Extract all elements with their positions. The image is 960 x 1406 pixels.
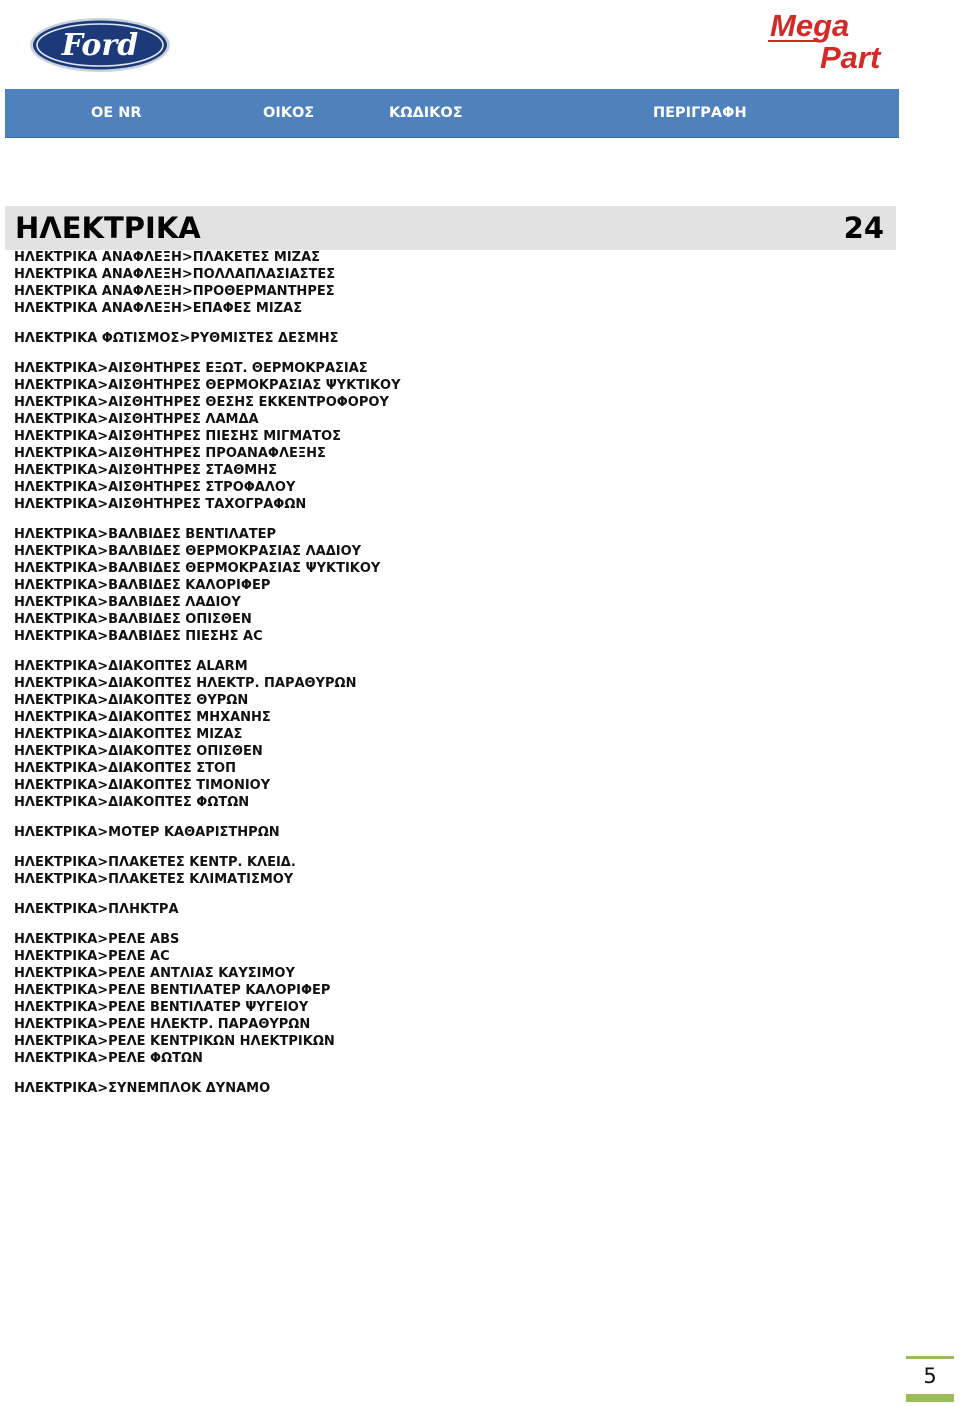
list-item: ΗΛΕΚΤΡΙΚΑ>ΑΙΣΘΗΤΗΡΕΣ ΘΕΣΗΣ ΕΚΚΕΝΤΡΟΦΟΡΟΥ bbox=[14, 395, 389, 410]
megapart-logo bbox=[766, 6, 890, 74]
list-item: ΗΛΕΚΤΡΙΚΑ>ΔΙΑΚΟΠΤΕΣ ΟΠΙΣΘΕΝ bbox=[14, 744, 263, 759]
list-item: ΗΛΕΚΤΡΙΚΑ>ΑΙΣΘΗΤΗΡΕΣ ΠΡΟΑΝΑΦΛΕΞΗΣ bbox=[14, 446, 326, 461]
list-item: ΗΛΕΚΤΡΙΚΑ>ΑΙΣΘΗΤΗΡΕΣ ΠΙΕΣΗΣ ΜΙΓΜΑΤΟΣ bbox=[14, 429, 342, 444]
list-item: ΗΛΕΚΤΡΙΚΑ>ΒΑΛΒΙΔΕΣ ΚΑΛΟΡΙΦΕΡ bbox=[14, 578, 271, 593]
section-header bbox=[5, 206, 896, 250]
list-item: ΗΛΕΚΤΡΙΚΑ>ΡΕΛΕ ΦΩΤΩΝ bbox=[14, 1051, 203, 1066]
list-item: ΗΛΕΚΤΡΙΚΑ>ΔΙΑΚΟΠΤΕΣ ΤΙΜΟΝΙΟΥ bbox=[14, 778, 271, 793]
list-item: ΗΛΕΚΤΡΙΚΑ>ΑΙΣΘΗΤΗΡΕΣ ΘΕΡΜΟΚΡΑΣΙΑΣ ΨΥΚΤΙΚΟΥ bbox=[14, 378, 401, 393]
list-item: ΗΛΕΚΤΡΙΚΑ>ΡΕΛΕ ΚΕΝΤΡΙΚΩΝ ΗΛΕΚΤΡΙΚΩΝ bbox=[14, 1034, 335, 1049]
list-item: ΗΛΕΚΤΡΙΚΑ>ΠΛΗΚΤΡΑ bbox=[14, 902, 179, 917]
list-item: ΗΛΕΚΤΡΙΚΑ>ΡΕΛΕ ΒΕΝΤΙΛΑΤΕΡ ΚΑΛΟΡΙΦΕΡ bbox=[14, 983, 331, 998]
list-item: ΗΛΕΚΤΡΙΚΑ>ΑΙΣΘΗΤΗΡΕΣ ΣΤΡΟΦΑΛΟΥ bbox=[14, 480, 296, 495]
header-family: ΟΙΚΟΣ bbox=[263, 105, 315, 121]
list-item: ΗΛΕΚΤΡΙΚΑ>ΔΙΑΚΟΠΤΕΣ ΜΙΖΑΣ bbox=[14, 727, 243, 742]
list-item: ΗΛΕΚΤΡΙΚΑ>ΒΑΛΒΙΔΕΣ ΘΕΡΜΟΚΡΑΣΙΑΣ ΛΑΔΙΟΥ bbox=[14, 544, 362, 559]
list-item: ΗΛΕΚΤΡΙΚΑ>ΒΑΛΒΙΔΕΣ ΒΕΝΤΙΛΑΤΕΡ bbox=[14, 527, 277, 542]
list-item: ΗΛΕΚΤΡΙΚΑ>ΒΑΛΒΙΔΕΣ ΛΑΔΙΟΥ bbox=[14, 595, 241, 610]
megapart-logo-line2: Part bbox=[820, 40, 881, 74]
list-item: ΗΛΕΚΤΡΙΚΑ>ΔΙΑΚΟΠΤΕΣ ΜΗΧΑΝΗΣ bbox=[14, 710, 271, 725]
list-item: ΗΛΕΚΤΡΙΚΑ>ΒΑΛΒΙΔΕΣ ΟΠΙΣΘΕΝ bbox=[14, 612, 252, 627]
list-item: ΗΛΕΚΤΡΙΚΑ ΑΝΑΦΛΕΞΗ>ΠΛΑΚΕΤΕΣ ΜΙΖΑΣ bbox=[14, 250, 321, 265]
page-number-rule-bottom bbox=[906, 1394, 954, 1402]
list-item: ΗΛΕΚΤΡΙΚΑ ΑΝΑΦΛΕΞΗ>ΠΡΟΘΕΡΜΑΝΤΗΡΕΣ bbox=[14, 284, 335, 299]
list-item: ΗΛΕΚΤΡΙΚΑ>ΡΕΛΕ AC bbox=[14, 949, 170, 964]
list-item: ΗΛΕΚΤΡΙΚΑ>ΔΙΑΚΟΠΤΕΣ ΣΤΟΠ bbox=[14, 761, 236, 776]
megapart-logo-line1: Mega bbox=[770, 8, 850, 43]
list-item: ΗΛΕΚΤΡΙΚΑ>ΑΙΣΘΗΤΗΡΕΣ ΛΑΜΔΑ bbox=[14, 412, 259, 427]
list-item: ΗΛΕΚΤΡΙΚΑ>ΑΙΣΘΗΤΗΡΕΣ ΣΤΑΘΜΗΣ bbox=[14, 463, 277, 478]
list-item: ΗΛΕΚΤΡΙΚΑ>ΔΙΑΚΟΠΤΕΣ ΗΛΕΚΤΡ. ΠΑΡΑΘΥΡΩΝ bbox=[14, 676, 357, 691]
ford-logo-text: Ford bbox=[61, 28, 139, 63]
list-item: ΗΛΕΚΤΡΙΚΑ>ΔΙΑΚΟΠΤΕΣ ΘΥΡΩΝ bbox=[14, 693, 249, 708]
list-item: ΗΛΕΚΤΡΙΚΑ>ΜΟΤΕΡ ΚΑΘΑΡΙΣΤΗΡΩΝ bbox=[14, 825, 280, 840]
header-description: ΠΕΡΙΓΡΑΦΗ bbox=[653, 105, 747, 121]
list-item: ΗΛΕΚΤΡΙΚΑ ΑΝΑΦΛΕΞΗ>ΠΟΛΛΑΠΛΑΣΙΑΣΤΕΣ bbox=[14, 267, 336, 282]
table-header bbox=[5, 89, 899, 138]
list-item: ΗΛΕΚΤΡΙΚΑ>ΣΥΝΕΜΠΛΟΚ ΔΥΝΑΜΟ bbox=[14, 1081, 271, 1096]
list-item: ΗΛΕΚΤΡΙΚΑ>ΡΕΛΕ ΒΕΝΤΙΛΑΤΕΡ ΨΥΓΕΙΟΥ bbox=[14, 1000, 309, 1015]
list-item: ΗΛΕΚΤΡΙΚΑ>ΑΙΣΘΗΤΗΡΕΣ ΤΑΧΟΓΡΑΦΩΝ bbox=[14, 497, 307, 512]
section-title: ΗΛΕΚΤΡΙΚΑ bbox=[15, 211, 201, 245]
list-item: ΗΛΕΚΤΡΙΚΑ ΑΝΑΦΛΕΞΗ>ΕΠΑΦΕΣ ΜΙΖΑΣ bbox=[14, 301, 303, 316]
header-code: ΚΩΔΙΚΟΣ bbox=[389, 105, 463, 121]
page-number: 5 bbox=[923, 1364, 937, 1388]
list-item: ΗΛΕΚΤΡΙΚΑ>ΔΙΑΚΟΠΤΕΣ ΦΩΤΩΝ bbox=[14, 795, 250, 810]
page-number-rule-top bbox=[906, 1356, 954, 1359]
list-item: ΗΛΕΚΤΡΙΚΑ>ΡΕΛΕ ΑΝΤΛΙΑΣ ΚΑΥΣΙΜΟΥ bbox=[14, 966, 295, 981]
list-item: ΗΛΕΚΤΡΙΚΑ>ΠΛΑΚΕΤΕΣ ΚΛΙΜΑΤΙΣΜΟΥ bbox=[14, 872, 294, 887]
list-item: ΗΛΕΚΤΡΙΚΑ ΦΩΤΙΣΜΟΣ>ΡΥΘΜΙΣΤΕΣ ΔΕΣΜΗΣ bbox=[14, 331, 339, 346]
list-item: ΗΛΕΚΤΡΙΚΑ>ΡΕΛΕ ΗΛΕΚΤΡ. ΠΑΡΑΘΥΡΩΝ bbox=[14, 1017, 311, 1032]
section-number: 24 bbox=[843, 211, 884, 245]
list-item: ΗΛΕΚΤΡΙΚΑ>ΡΕΛΕ ABS bbox=[14, 932, 180, 947]
page-number-box bbox=[906, 1356, 954, 1402]
list-item: ΗΛΕΚΤΡΙΚΑ>ΑΙΣΘΗΤΗΡΕΣ ΕΞΩΤ. ΘΕΡΜΟΚΡΑΣΙΑΣ bbox=[14, 361, 368, 376]
list-item: ΗΛΕΚΤΡΙΚΑ>ΒΑΛΒΙΔΕΣ ΠΙΕΣΗΣ AC bbox=[14, 629, 263, 644]
list-item: ΗΛΕΚΤΡΙΚΑ>ΔΙΑΚΟΠΤΕΣ ALARM bbox=[14, 659, 248, 674]
header-oe-nr: OE NR bbox=[91, 105, 142, 121]
list-item: ΗΛΕΚΤΡΙΚΑ>ΒΑΛΒΙΔΕΣ ΘΕΡΜΟΚΡΑΣΙΑΣ ΨΥΚΤΙΚΟΥ bbox=[14, 561, 381, 576]
list-item: ΗΛΕΚΤΡΙΚΑ>ΠΛΑΚΕΤΕΣ ΚΕΝΤΡ. ΚΛΕΙΔ. bbox=[14, 855, 296, 870]
ford-logo bbox=[28, 16, 172, 74]
